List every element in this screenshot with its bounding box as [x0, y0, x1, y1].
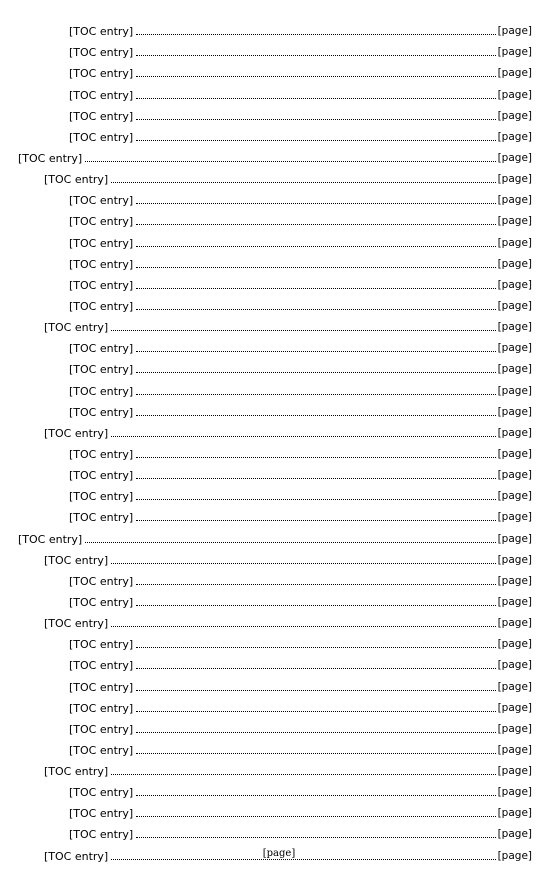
toc-dot-leader [136, 499, 495, 500]
toc-entry-title: [TOC entry] [69, 363, 134, 377]
toc-dot-leader [136, 288, 495, 289]
toc-dot-leader [136, 140, 495, 141]
toc-entry[interactable] [18, 123, 532, 144]
toc-dot-leader [85, 542, 495, 543]
toc-entry[interactable] [18, 376, 532, 397]
toc-entry-page: [page] [497, 722, 532, 735]
toc-entry-title: [TOC entry] [44, 426, 109, 440]
toc-dot-leader [136, 584, 495, 585]
toc-dot-leader [136, 457, 495, 458]
toc-dot-leader [111, 330, 495, 331]
toc-dot-leader [136, 394, 495, 395]
toc-entry[interactable] [18, 271, 532, 292]
toc-entry-title: [TOC entry] [69, 469, 134, 483]
toc-entry-title: [TOC entry] [69, 67, 134, 81]
toc-entry-page: [page] [497, 659, 532, 672]
toc-entry-title: [TOC entry] [69, 828, 134, 842]
toc-entry[interactable] [18, 694, 532, 715]
toc-entry-page: [page] [497, 574, 532, 587]
toc-entry-page: [page] [497, 299, 532, 312]
toc-entry-title: [TOC entry] [69, 405, 134, 419]
toc-dot-leader [136, 668, 495, 669]
toc-entry-title: [TOC entry] [44, 321, 109, 335]
toc-entry-title: [TOC entry] [69, 807, 134, 821]
toc-entry-page: [page] [497, 743, 532, 756]
toc-entry-page: [page] [497, 194, 532, 207]
toc-entry[interactable] [18, 778, 532, 799]
toc-entry[interactable] [18, 292, 532, 313]
toc-dot-leader [136, 415, 495, 416]
toc-dot-leader [111, 563, 495, 564]
toc-entry-page: [page] [497, 257, 532, 270]
toc-entry-title: [TOC entry] [69, 25, 134, 39]
toc-entry-title: [TOC entry] [44, 849, 109, 863]
toc-entry-title: [TOC entry] [69, 46, 134, 60]
toc-entry-page: [page] [497, 342, 532, 355]
toc-entry[interactable] [18, 820, 532, 841]
toc-dot-leader [136, 309, 495, 310]
toc-dot-leader [136, 605, 495, 606]
toc-entry-page: [page] [497, 67, 532, 80]
toc-entry-title: [TOC entry] [69, 574, 134, 588]
toc-entry[interactable] [18, 59, 532, 80]
toc-dot-leader [136, 711, 495, 712]
toc-entry[interactable] [18, 757, 532, 778]
toc-entry[interactable] [18, 38, 532, 59]
toc-entry-page: [page] [497, 25, 532, 38]
toc-entry[interactable] [18, 588, 532, 609]
toc-entry-title: [TOC entry] [44, 173, 109, 187]
toc-entry[interactable] [18, 567, 532, 588]
toc-entry-page: [page] [497, 88, 532, 101]
toc-entry[interactable] [18, 736, 532, 757]
toc-entry-title: [TOC entry] [69, 490, 134, 504]
toc-dot-leader [136, 837, 495, 838]
toc-entry-page: [page] [497, 765, 532, 778]
toc-dot-leader [136, 816, 495, 817]
toc-entry-page: [page] [497, 405, 532, 418]
toc-entry[interactable] [18, 419, 532, 440]
toc-entry[interactable] [18, 630, 532, 651]
toc-entry-page: [page] [497, 109, 532, 122]
toc-entry[interactable] [18, 503, 532, 524]
toc-dot-leader [136, 267, 495, 268]
toc-entry[interactable] [18, 651, 532, 672]
toc-entry-title: [TOC entry] [69, 638, 134, 652]
toc-entry-title: [TOC entry] [69, 194, 134, 208]
page-number-footer: [page] [262, 848, 296, 859]
toc-dot-leader [85, 161, 495, 162]
toc-entry-title: [TOC entry] [69, 299, 134, 313]
toc-entry-page: [page] [497, 215, 532, 228]
toc-dot-leader [136, 203, 495, 204]
toc-entry-page: [page] [497, 490, 532, 503]
toc-entry-title: [TOC entry] [69, 278, 134, 292]
toc-entry-page: [page] [497, 278, 532, 291]
toc-dot-leader [136, 119, 495, 120]
toc-entry[interactable] [18, 355, 532, 376]
toc-entry-page: [page] [497, 173, 532, 186]
toc-entry[interactable] [18, 609, 532, 630]
toc-entry[interactable] [18, 334, 532, 355]
toc-entry-page: [page] [497, 680, 532, 693]
toc-entry-page: [page] [497, 130, 532, 143]
toc-entry-page: [page] [497, 321, 532, 334]
toc-entry[interactable] [18, 17, 532, 38]
toc-dot-leader [111, 626, 495, 627]
toc-dot-leader [136, 246, 495, 247]
table-of-contents [18, 17, 532, 863]
toc-entry-title: [TOC entry] [69, 384, 134, 398]
toc-entry-page: [page] [497, 553, 532, 566]
toc-entry[interactable] [18, 546, 532, 567]
toc-dot-leader [136, 690, 495, 691]
toc-entry-page: [page] [497, 426, 532, 439]
toc-entry-title: [TOC entry] [44, 553, 109, 567]
toc-entry-page: [page] [497, 151, 532, 164]
toc-entry-title: [TOC entry] [69, 786, 134, 800]
toc-entry-title: [TOC entry] [69, 743, 134, 757]
toc-dot-leader [136, 520, 495, 521]
toc-dot-leader [136, 224, 495, 225]
toc-entry-title: [TOC entry] [69, 447, 134, 461]
toc-entry-title: [TOC entry] [69, 88, 134, 102]
toc-entry[interactable] [18, 524, 532, 545]
toc-entry-title: [TOC entry] [69, 595, 134, 609]
toc-entry[interactable] [18, 144, 532, 165]
toc-entry-page: [page] [497, 617, 532, 630]
toc-entry[interactable] [18, 165, 532, 186]
toc-entry-page: [page] [497, 828, 532, 841]
toc-entry[interactable] [18, 228, 532, 249]
toc-entry-title: [TOC entry] [44, 617, 109, 631]
toc-entry-page: [page] [497, 384, 532, 397]
toc-dot-leader [136, 732, 495, 733]
toc-entry-title: [TOC entry] [44, 765, 109, 779]
toc-entry[interactable] [18, 482, 532, 503]
toc-dot-leader [136, 372, 495, 373]
toc-entry-title: [TOC entry] [69, 722, 134, 736]
toc-dot-leader [136, 351, 495, 352]
toc-entry-page: [page] [497, 511, 532, 524]
toc-entry[interactable] [18, 313, 532, 334]
toc-dot-leader [136, 98, 495, 99]
toc-dot-leader [136, 795, 495, 796]
toc-entry[interactable] [18, 250, 532, 271]
toc-entry[interactable] [18, 102, 532, 123]
toc-dot-leader [136, 76, 495, 77]
toc-dot-leader [111, 774, 495, 775]
toc-entry-title: [TOC entry] [69, 511, 134, 525]
toc-entry[interactable] [18, 80, 532, 101]
toc-entry-title: [TOC entry] [69, 236, 134, 250]
toc-entry-page: [page] [497, 638, 532, 651]
toc-entry-title: [TOC entry] [69, 130, 134, 144]
toc-entry-title: [TOC entry] [69, 215, 134, 229]
toc-entry[interactable] [18, 186, 532, 207]
toc-entry-page: [page] [497, 236, 532, 249]
toc-entry-page: [page] [497, 447, 532, 460]
toc-entry-page: [page] [497, 469, 532, 482]
toc-entry[interactable] [18, 672, 532, 693]
toc-dot-leader [111, 436, 495, 437]
toc-entry-title: [TOC entry] [18, 151, 83, 165]
toc-entry-title: [TOC entry] [69, 257, 134, 271]
toc-dot-leader [111, 182, 495, 183]
toc-entry-title: [TOC entry] [18, 532, 83, 546]
toc-entry-title: [TOC entry] [69, 659, 134, 673]
toc-entry[interactable] [18, 715, 532, 736]
toc-dot-leader [136, 478, 495, 479]
toc-entry[interactable] [18, 398, 532, 419]
toc-entry[interactable] [18, 440, 532, 461]
toc-entry-page: [page] [497, 595, 532, 608]
toc-entry[interactable] [18, 799, 532, 820]
toc-entry-page: [page] [497, 363, 532, 376]
toc-dot-leader [136, 55, 495, 56]
toc-entry-title: [TOC entry] [69, 109, 134, 123]
toc-entry-page: [page] [497, 786, 532, 799]
toc-entry-title: [TOC entry] [69, 701, 134, 715]
toc-entry-page: [page] [497, 701, 532, 714]
toc-entry-title: [TOC entry] [69, 680, 134, 694]
toc-dot-leader [136, 647, 495, 648]
toc-entry[interactable] [18, 207, 532, 228]
toc-entry-page: [page] [497, 849, 532, 862]
toc-entry-title: [TOC entry] [69, 342, 134, 356]
toc-entry-page: [page] [497, 46, 532, 59]
toc-dot-leader [136, 34, 495, 35]
toc-entry[interactable] [18, 461, 532, 482]
toc-entry-page: [page] [497, 807, 532, 820]
toc-entry-page: [page] [497, 532, 532, 545]
toc-dot-leader [136, 753, 495, 754]
